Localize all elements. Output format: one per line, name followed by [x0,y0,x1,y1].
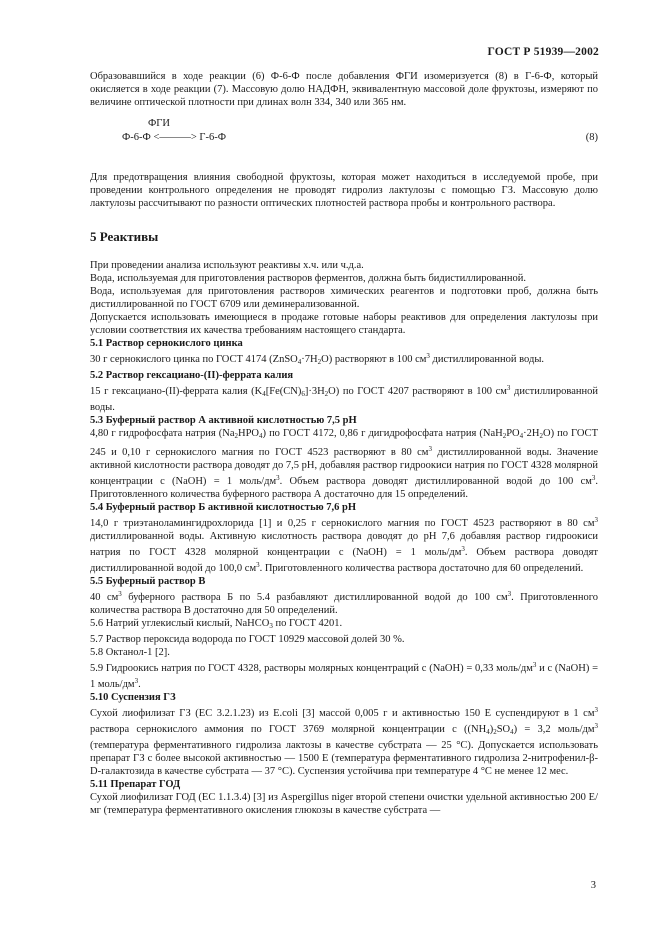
subsection-5-10-title: 5.10 Суспензия ГЗ [90,692,176,703]
subsection-5-5-title: 5.5 Буферный раствор В [90,576,206,587]
section-5-title: 5 Реактивы [90,229,159,244]
subsection-5-11-title: 5.11 Препарат ГОД [90,779,181,790]
subsection-5-3-text: 4,80 г гидрофосфата натрия $(Na_2HPO_4)$ по ГОСТ 4172, 0,86 г дигидрофосфата натрия $(NaH_2PO_4\cdot 2H_2O)$ по ГОСТ 245 и 0,10 г сернокислого магния по ГОСТ 4523 растворяют в 80 $см^3$ дистиллированной воды. Значение активной кислотности раствора доводят до 7,5 pH, добавляя раствор гидроокиси натрия по ГОСТ 4328 молярной концентрации c (NaOH) = 1 моль/$дм^3$. Объем раствора доводят дистиллированной водой до 100 $см^3$. Приготовленного количества буферного раствора А достаточно для 15 определений. [90,428,598,500]
subsection-5-2-title: 5.2 Раствор гексациано-(II)-феррата калия [90,370,294,381]
page-number: 3 [590,880,596,891]
reaction-equation: Ф-6-Ф <———> Г-6-Ф [122,132,227,143]
subsection-5-6: 5.6 Натрий углекислый кислый, NaHCO$_3$ по ГОСТ 4201. [90,618,343,630]
standard-header: ГОСТ Р 51939—2002 [487,46,599,58]
subsection-5-4-text: 14,0 г триэтаноламингидрохлорида [1] и 0,25 г сернокислого магния по ГОСТ 4523 растворяют в 80 $см^3$ дистиллированной воды. Активную кислотность раствора доводят до pH 7,6 добавляя раствор гидроокиси натрия по ГОСТ 4328 молярной концентрации c (NaOH) = 1 моль/$дм^3$. Объем раствора доводят дистиллированной водой до 100,0 $см^3$. Приготовленного количества раствора достаточно для 60 определений. [90,516,598,574]
subsection-5-1-title: 5.1 Раствор сернокислого цинка [90,338,243,349]
subsection-5-11-text: Сухой лиофилизат ГОД (ЕС 1.1.3.4) [3] из Aspergillus niger второй степени очистки удельной активностью 200 Е/мг (температура ферментативного окисления глюкозы в качестве субстрата — [90,792,598,816]
intro-paragraph-2: Для предотвращения влияния свободной фруктозы, которая может находиться в исследуемой пробе, при проведении контрольного определения не проводят гидролиз лактулозы с помощью ГЗ. Массовую долю лактулозы рассчитывают по разности оптических плотностей раствора пробы и контрольного раствора. [90,172,598,209]
subsection-5-2-text: 15 г гексациано-(II)-феррата калия $(K_4[Fe(CN)_6]\cdot 3H_2O)$ по ГОСТ 4207 растворяют в 100 $см^3$ дистиллированной воды. [90,384,598,413]
subsection-5-5-text: 40 $см^3$ буферного раствора Б по 5.4 разбавляют дистиллированной водой до 100 $см^3$. Приготовленного количества раствора В достаточно для 50 определений. [90,590,598,616]
subsection-5-4-title: 5.4 Буферный раствор Б активной кислотностью 7,6 pH [90,502,357,513]
equation-number: (8) [585,132,598,143]
enzyme-label: ФГИ [148,118,170,129]
reaction-formula-8 [90,117,598,153]
subsection-5-7: 5.7 Раствор пероксида водорода по ГОСТ 10929 массовой долей 30 %. [90,634,405,645]
subsection-5-1-text: 30 г сернокислого цинка по ГОСТ 4174 $(ZnSO_4\cdot 7H_2O)$ растворяют в 100 $см^3$ дистиллированной воды. [90,352,544,366]
s5-paragraph-1: При проведении анализа используют реактивы х.ч. или ч.д.а. [90,260,364,271]
s5-paragraph-2: Вода, используемая для приготовления растворов ферментов, должна быть бидистиллированной. [90,273,527,284]
s5-paragraph-3: Вода, используемая для приготовления растворов химических реагентов и подготовки проб, должна быть дистиллированной по ГОСТ 6709 или деминерализованной. [90,286,598,310]
subsection-5-8: 5.8 Октанол-1 [2]. [90,647,170,658]
page-content [90,70,598,817]
subsection-5-9: 5.9 Гидроокись натрия по ГОСТ 4328, растворы молярных концентраций c (NaOH) = 0,33 моль/$дм^3$ и c (NaOH) = 1 моль/$дм^3$. [90,661,598,690]
intro-paragraph-1: Образовавшийся в ходе реакции (6) Ф-6-Ф после добавления ФГИ изомеризуется (8) в Г-6-Ф, который окисляется в ходе реакции (7). Массовую долю НАДФН, эквивалентную массовой доле фруктозы, измеряют по величине оптической плотности при длинах волн 334, 340 или 365 нм. [90,71,598,108]
s5-paragraph-4: Допускается использовать имеющиеся в продаже готовые наборы реактивов для определения лактулозы при условии соответствия их качества требованиям настоящего стандарта. [90,312,598,336]
subsection-5-10-text: Сухой лиофилизат ГЗ (ЕС 3.2.1.23) из E.coli [3] массой 0,005 г и активностью 150 Е суспендируют в 1 $см^3$ раствора сернокислого аммония по ГОСТ 3769 молярной концентрации c $((NH_4)_2SO_4) = 3,2$ моль/$дм^3$ (температура ферментативного гидролиза лактозы в качестве субстрата — 25 °С). Допускается использовать препарат ГЗ с более высокой активностью — 1500 Е (температура ферментативного гидролиза 2-нитрофенил-β-D-галактозида в качестве субстрата — 37 °С). Суспензия устойчива при температуре 4 °С не менее 12 мес. [90,706,599,777]
subsection-5-3-title: 5.3 Буферный раствор А активной кислотностью 7,5 pH [90,415,357,426]
